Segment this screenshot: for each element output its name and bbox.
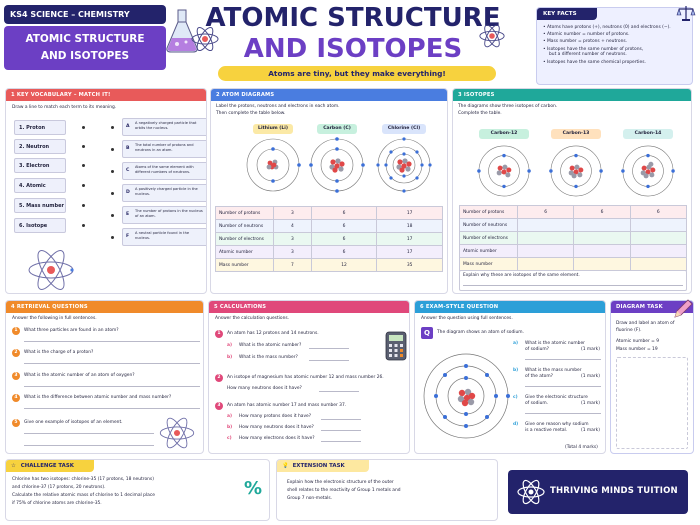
atom-logo-icon xyxy=(516,477,546,507)
match-dot[interactable] xyxy=(82,126,85,129)
exam-part-text: of the atom? xyxy=(525,374,553,379)
challenge-header xyxy=(6,460,94,472)
calc-question: An atom has atomic number 17 and mass number 37. xyxy=(227,403,347,408)
diagram-task-panel xyxy=(610,300,694,454)
table-row: Number of protons 6 6 6 xyxy=(460,206,687,219)
key-fact: but a different number of neutrons. xyxy=(549,52,627,58)
question-number: 5 xyxy=(12,419,20,427)
carbon-14-diagram xyxy=(621,144,675,198)
isotope-label: Carbon-13 xyxy=(551,129,601,139)
atom-diagrams-panel xyxy=(210,88,448,294)
diagram-task-text: Atomic number = 9 xyxy=(616,339,660,344)
atom-label: Lithium (Li) xyxy=(253,124,293,134)
lightbulb-icon: 💡 xyxy=(282,463,289,469)
isotope-label: Carbon-14 xyxy=(623,129,673,139)
atom-label: Chlorine (Cl) xyxy=(382,124,426,134)
calc-subquestion: How many neutrons does it have? xyxy=(239,425,314,430)
exam-part-text: of sodium. xyxy=(525,401,549,406)
match-dot[interactable] xyxy=(82,224,85,227)
exam-part-letter: b) xyxy=(513,368,519,373)
percent-icon: % xyxy=(244,478,263,499)
scales-icon xyxy=(676,4,696,22)
sodium-atom-diagram xyxy=(421,351,511,441)
match-dot[interactable] xyxy=(111,148,114,151)
calc-subletter: a) xyxy=(227,414,232,419)
table-row: Atomic number xyxy=(460,245,687,258)
match-dot[interactable] xyxy=(111,126,114,129)
exam-part-text: What is the atomic number xyxy=(525,341,585,346)
answer-line[interactable] xyxy=(319,391,359,392)
vocab-definition: E The number of protons in the nucleus of an atom. xyxy=(122,206,207,224)
answer-line[interactable] xyxy=(525,359,601,360)
calc-subletter: a) xyxy=(227,343,232,348)
calculations-header: 5 CALCULATIONS xyxy=(209,301,409,313)
isotope-label: Carbon-12 xyxy=(479,129,529,139)
answer-line[interactable] xyxy=(321,419,361,420)
exam-marks: (1 mark) xyxy=(581,401,600,406)
vocab-term: 3. Electron xyxy=(14,158,66,173)
retrieval-question: Give one example of isotopes of an element. xyxy=(24,420,123,425)
carbon-12-diagram xyxy=(477,144,531,198)
atom-icon xyxy=(158,415,196,451)
extension-text: Explain how the electronic structure of the outer xyxy=(287,480,394,485)
question-number: 4 xyxy=(12,394,20,402)
calc-subquestion: What is the atomic number? xyxy=(239,343,302,348)
vocab-panel xyxy=(5,88,207,294)
retrieval-header: 4 RETRIEVAL QUESTIONS xyxy=(6,301,203,313)
exam-part-text: of sodium? xyxy=(525,347,549,352)
exam-header: 6 EXAM-STYLE QUESTION xyxy=(415,301,605,313)
exam-panel xyxy=(414,300,606,454)
key-fact: • Atoms have protons (+), neutrons (0) and electrons (−). xyxy=(543,25,671,30)
answer-line[interactable] xyxy=(24,408,200,409)
extension-text: shell relates to the reactivity of Group 1 metals and xyxy=(287,488,401,493)
exam-marks: (1 mark) xyxy=(581,347,600,352)
diagram-task-text: Draw and label an atom of xyxy=(616,321,675,326)
question-badge: Q xyxy=(421,327,433,339)
key-facts-list xyxy=(543,25,691,65)
answer-line[interactable] xyxy=(463,285,683,286)
subtitle-banner xyxy=(218,66,496,81)
chlorine-atom-diagram xyxy=(376,137,432,193)
answer-line[interactable] xyxy=(321,430,361,431)
key-fact: • Isotopes have the same chemical properties. xyxy=(543,59,646,65)
retrieval-question: What is the atomic number of an atom of oxygen? xyxy=(24,373,135,378)
diagram-task-header: DIAGRAM TASK xyxy=(611,301,693,313)
page-title-line1: ATOMIC STRUCTURE xyxy=(205,3,501,33)
vocab-term: 4. Atomic xyxy=(14,178,66,193)
diagram-draw-area[interactable] xyxy=(616,357,688,449)
extension-text: Group 7 non-metals. xyxy=(287,496,333,501)
answer-line[interactable] xyxy=(24,363,200,364)
challenge-text: if 75% of chlorine atoms are chlorine-35. xyxy=(12,501,102,506)
key-fact: • Mass number = protons + neutrons. xyxy=(543,39,628,45)
match-dot[interactable] xyxy=(111,170,114,173)
topic-badge-line1: ATOMIC STRUCTURE xyxy=(25,33,145,45)
exam-marks: (1 mark) xyxy=(581,374,600,379)
challenge-text: Calculate the relative atomic mass of chlorine to 1 decimal place xyxy=(12,493,155,498)
match-dot[interactable] xyxy=(82,164,85,167)
ks4-badge-label: KS4 SCIENCE – CHEMISTRY xyxy=(10,10,130,19)
vocab-header: 1 KEY VOCABULARY – MATCH IT! xyxy=(6,89,206,101)
vocab-definition: B The total number of protons and neutrons in an atom. xyxy=(122,140,207,158)
subtitle-text: Atoms are tiny, but they make everything! xyxy=(268,69,446,78)
calc-subquestion: How many neutrons does it have? xyxy=(227,386,302,391)
question-number: 2 xyxy=(215,374,223,382)
page-title-line2: AND ISOTOPES xyxy=(243,34,463,64)
retrieval-instruction: Answer the following in full sentences. xyxy=(12,316,97,321)
calc-question: An isotope of magnesium has atomic number 12 and mass number 26. xyxy=(227,375,384,380)
vocab-definition: F A neutral particle found in the nucleus. xyxy=(122,228,207,246)
key-facts-title: KEY FACTS xyxy=(537,8,597,20)
atom-diagrams-table xyxy=(215,206,443,272)
ks4-badge xyxy=(4,5,166,24)
vocab-instruction: Draw a line to match each term to its meaning. xyxy=(12,105,117,110)
page-title xyxy=(205,3,501,65)
calculations-instruction: Answer the calculation questions. xyxy=(215,316,290,321)
atom-diagrams-instruction: Then complete the table below. xyxy=(216,111,286,116)
star-icon: ☆ xyxy=(11,463,16,469)
answer-line[interactable] xyxy=(24,341,200,342)
calc-subletter: b) xyxy=(227,425,233,430)
isotopes-panel xyxy=(452,88,692,294)
retrieval-question: What three particles are found in an atom? xyxy=(24,328,119,333)
lithium-atom-diagram xyxy=(245,137,301,193)
vocab-definition: A A negatively charged particle that orbits the nucleus. xyxy=(122,118,207,136)
answer-line[interactable] xyxy=(525,413,601,414)
table-row: Mass number xyxy=(460,258,687,271)
answer-line[interactable] xyxy=(309,348,349,349)
exam-intro: The diagram shows an atom of sodium. xyxy=(437,330,524,335)
extension-header xyxy=(277,460,369,472)
vocab-term: 2. Neutron xyxy=(14,139,66,154)
challenge-text: Chlorine has two isotopes: chlorine-35 (17 protons, 18 neutrons) xyxy=(12,477,154,482)
exam-part-text: Give the electronic structure xyxy=(525,395,588,400)
question-number: 2 xyxy=(12,349,20,357)
diagram-task-text: fluorine (F). xyxy=(616,328,642,333)
challenge-text: and chlorine-37 (17 protons, 20 neutrons). xyxy=(12,485,106,490)
vocab-term: 6. Isotope xyxy=(14,218,66,233)
topic-badge-line2: AND ISOTOPES xyxy=(40,50,130,62)
table-row: Number of neutrons xyxy=(460,219,687,232)
table-row: Mass number 7 12 35 xyxy=(216,259,443,272)
isotopes-instruction: Complete the table. xyxy=(458,111,502,116)
calc-subquestion: How many protons does it have? xyxy=(239,414,312,419)
key-fact: • Isotopes have the same number of protons, xyxy=(543,46,644,52)
atom-label: Carbon (C) xyxy=(317,124,357,134)
table-row: Number of electrons 3 6 17 xyxy=(216,233,443,246)
exam-total: (Total 4 marks) xyxy=(565,445,598,450)
calc-subletter: c) xyxy=(227,436,232,441)
retrieval-question: What is the charge of a proton? xyxy=(24,350,94,355)
match-dot[interactable] xyxy=(111,192,114,195)
answer-line[interactable] xyxy=(24,445,154,446)
exam-part-letter: d) xyxy=(513,422,519,427)
question-number: 3 xyxy=(12,372,20,380)
calc-question: An atom has 12 protons and 14 neutrons. xyxy=(227,331,319,336)
exam-part-letter: c) xyxy=(513,395,518,400)
vocab-term: 5. Mass number xyxy=(14,198,66,213)
match-dot[interactable] xyxy=(111,214,114,217)
exam-part-text: Give one reason why sodium xyxy=(525,422,589,427)
table-row: Atomic number 3 6 17 xyxy=(216,246,443,259)
isotopes-question-box[interactable] xyxy=(459,270,687,291)
brand-name: THRIVING MINDS TUITION xyxy=(550,486,678,496)
table-row: Number of protons 3 6 17 xyxy=(216,207,443,220)
exam-instruction: Answer the question using full sentences. xyxy=(421,316,513,321)
calculations-panel xyxy=(208,300,410,454)
isotopes-instruction: The diagrams show three isotopes of carbon. xyxy=(458,104,558,109)
table-row: Number of neutrons 4 6 18 xyxy=(216,220,443,233)
exam-part-text: What is the mass number xyxy=(525,368,582,373)
atom-diagrams-header: 2 ATOM DIAGRAMS xyxy=(211,89,447,101)
match-dot[interactable] xyxy=(82,145,85,148)
answer-line[interactable] xyxy=(24,386,200,387)
atom-icon xyxy=(478,22,506,50)
carbon-atom-diagram xyxy=(309,137,365,193)
answer-line[interactable] xyxy=(309,360,349,361)
question-number: 1 xyxy=(215,330,223,338)
extension-panel xyxy=(276,459,498,521)
topic-badge xyxy=(4,26,166,70)
vocab-term: 1. Proton xyxy=(14,120,66,135)
isotopes-header: 3 ISOTOPES xyxy=(453,89,691,101)
carbon-13-diagram xyxy=(549,144,603,198)
exam-part-text: is a reactive metal. xyxy=(525,428,568,433)
question-number: 1 xyxy=(12,327,20,335)
vocab-definition: D A positively charged particle in the nucleus. xyxy=(122,184,207,202)
calc-subquestion: What is the mass number? xyxy=(239,355,298,360)
challenge-title: CHALLENGE TASK xyxy=(20,463,74,469)
exam-marks: (1 mark) xyxy=(581,428,600,433)
atom-icon xyxy=(26,249,76,291)
isotopes-table xyxy=(459,205,687,271)
challenge-panel xyxy=(5,459,270,521)
atom-diagrams-instruction: Label the protons, neutrons and electrons in each atom. xyxy=(216,104,340,109)
table-row: Number of electrons xyxy=(460,232,687,245)
answer-line[interactable] xyxy=(525,386,601,387)
match-dot[interactable] xyxy=(111,236,114,239)
answer-line[interactable] xyxy=(24,433,154,434)
question-number: 3 xyxy=(215,402,223,410)
calculator-icon xyxy=(385,331,407,361)
isotopes-question: Explain why these are isotopes of the same element. xyxy=(463,273,580,278)
answer-line[interactable] xyxy=(321,441,361,442)
diagram-task-text: Mass number = 19 xyxy=(616,347,658,352)
calc-subletter: b) xyxy=(227,355,233,360)
retrieval-question: What is the difference between atomic number and mass number? xyxy=(24,395,172,400)
brand-banner xyxy=(508,470,688,514)
vocab-definition: C Atoms of the same element with different numbers of neutrons. xyxy=(122,162,207,180)
key-fact: • Atomic number = number of protons. xyxy=(543,32,630,38)
calc-subquestion: How many electrons does it have? xyxy=(239,436,315,441)
pencil-icon xyxy=(672,298,694,320)
key-facts-panel xyxy=(536,7,693,85)
match-dot[interactable] xyxy=(82,204,85,207)
extension-title: EXTENSION TASK xyxy=(292,463,345,469)
exam-part-letter: a) xyxy=(513,341,518,346)
match-dot[interactable] xyxy=(82,184,85,187)
retrieval-panel xyxy=(5,300,204,454)
